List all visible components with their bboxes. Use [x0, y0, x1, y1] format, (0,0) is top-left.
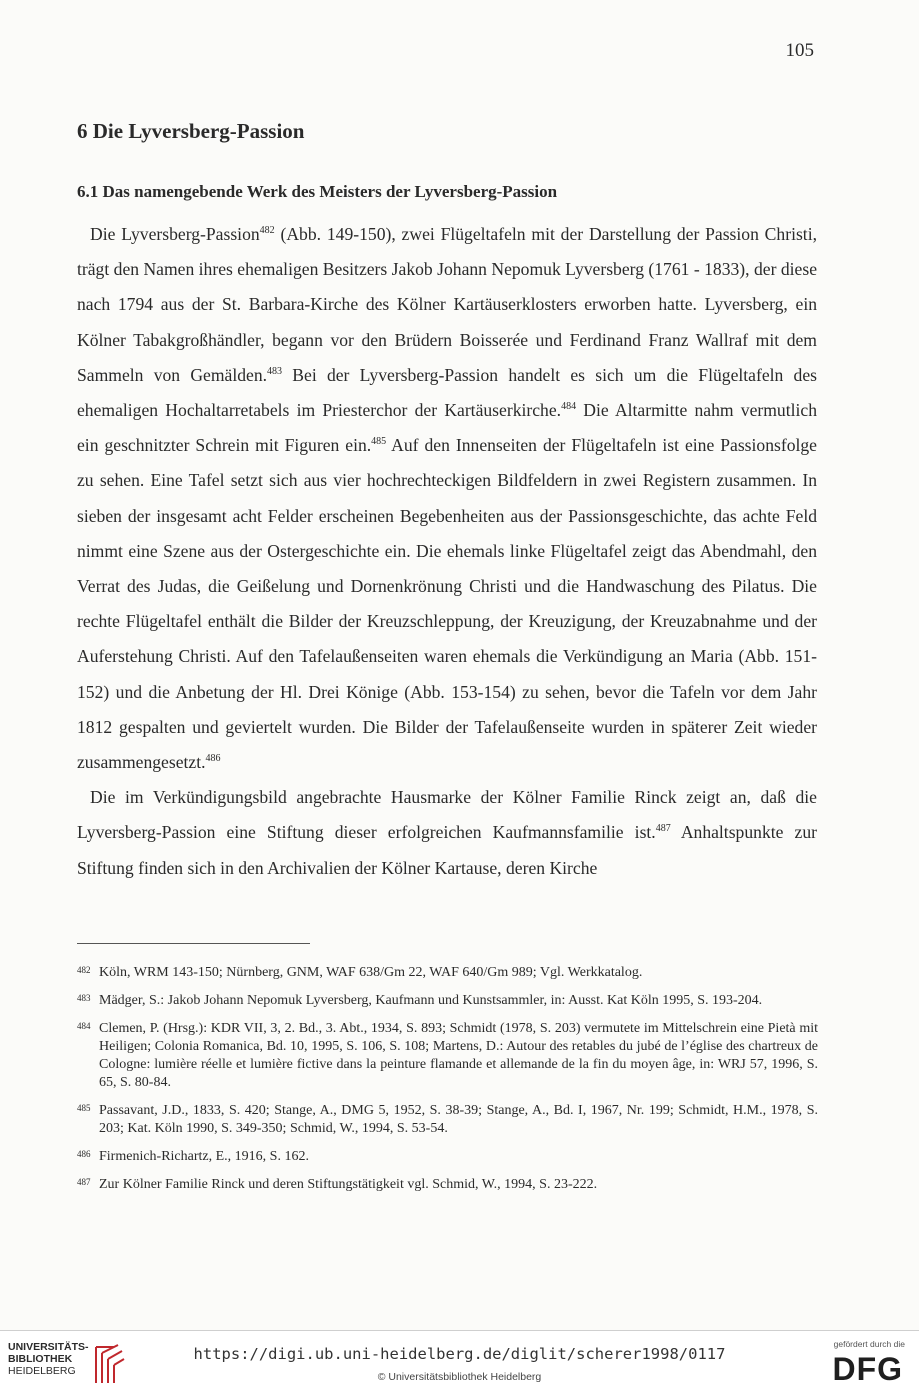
copyright-notice: © Universitätsbibliothek Heidelberg [377, 1371, 542, 1383]
text-segment: Anhaltspunkte zur Stiftung finden sich in den Archivalien der Kölner Kartause, deren Kirche [77, 822, 817, 878]
footnote-text: Köln, WRM 143-150; Nürnberg, GNM, WAF 638/Gm 22, WAF 640/Gm 989; Vgl. Werkkatalog. [99, 965, 643, 980]
chapter-heading: 6 Die Lyversberg-Passion [77, 119, 305, 143]
dfg-logo[interactable]: DFG [832, 1351, 903, 1387]
footnote-number: 485 [77, 1103, 91, 1113]
footnote-ref-483[interactable]: 483 [267, 365, 283, 377]
library-name-line2: BIBLIOTHEK [8, 1353, 73, 1365]
footnote-number: 487 [77, 1177, 91, 1187]
footnote-text: Passavant, J.D., 1833, S. 420; Stange, A., DMG 5, 1952, S. 38-39; Stange, A., Bd. I, 1967, Nr. 199; Schmidt, H.M., 1978, S. 203; Kat. Köln 1990, S. 349-350; Schmid, W., 1994, S. 53-54. [99, 1103, 818, 1136]
page-number: 105 [785, 40, 814, 61]
footnote-ref-482[interactable]: 482 [259, 225, 275, 237]
section-heading: 6.1 Das namengebende Werk des Meisters der Lyversberg-Passion [77, 182, 558, 201]
footnote-number: 483 [77, 993, 91, 1003]
footnote-ref-485[interactable]: 485 [371, 436, 387, 448]
footnote-number: 486 [77, 1149, 91, 1159]
footnote-ref-486[interactable]: 486 [205, 753, 221, 765]
library-name-line1: UNIVERSITÄTS- [8, 1341, 89, 1353]
text-segment: Auf den Innenseiten der Flügeltafeln ist eine Passionsfolge zu sehen. Eine Tafel setzt sich aus vier hochrechteckigen Bildfeldern in zwei Registern zusammen. In sieben der insgesamt acht Felder erscheinen Begebenheiten aus der Passionsgeschichte, das achte Feld nimmt eine Szene aus der Ostergeschichte ein. Die ehemals linke Flügeltafel zeigt das Abendmahl, den Verrat des Judas, die Geißelung und Dornenkrönung Christi und die Handwaschung des Pilatus. Die rechte Flügeltafel enthält die Bilder der Kreuzschleppung, der Kreuzigung, der Kreuzabnahme und der Auferstehung Christi. Auf den Tafelaußenseiten waren ehemals die Verkündigung an Maria (Abb. 151-152) und die Anbetung der Hl. Drei Könige (Abb. 153-154) zu sehen, bevor die Tafeln vor dem Jahr 1812 gespalten und geviertelt wurden. Die Bilder der Tafelaußenseite wurden in späterer Zeit wieder zusammengesetzt. [77, 435, 817, 773]
footnote-divider [77, 943, 310, 944]
footnote-ref-487[interactable]: 487 [655, 823, 671, 835]
body-text [77, 217, 817, 886]
library-name-line3: HEIDELBERG [8, 1365, 76, 1377]
footnote [77, 1102, 818, 1138]
footnote [77, 1148, 818, 1166]
footnote-number: 484 [77, 1021, 91, 1031]
text-segment: Die im Verkündigungsbild angebrachte Hausmarke der Kölner Familie Rinck zeigt an, daß die Lyversberg-Passion eine Stiftung dieser erfolgreichen Kaufmannsfamilie ist. [77, 787, 817, 843]
footnote-text: Mädger, S.: Jakob Johann Nepomuk Lyversberg, Kaufmann und Kunstsammler, in: Ausst. Kat Köln 1995, S. 193-204. [99, 993, 763, 1008]
text-segment: Bei der Lyversberg-Passion handelt es sich um die Flügeltafeln des ehemaligen Hochaltarretabels im Priesterchor der Kartäuserkirche. [77, 364, 818, 421]
footnote-text: Firmenich-Richartz, E., 1916, S. 162. [99, 1149, 309, 1164]
footnote [77, 1176, 818, 1194]
text-segment: (Abb. 149-150), zwei Flügeltafeln mit der Darstellung der Passion Christi, trägt den Namen ihres ehemaligen Besitzers Jakob Johann Nepomuk Lyversberg (1761 - 1833), der diese nach 1794 aus der St. Barbara-Kirche des Kölner Kartäuserklosters erworben hatte. Lyversberg, ein Kölner Tabakgroßhändler, begann vor den Brüdern Boisserée und Ferdinand Franz Wallraf mit dem Sammeln von Gemälden. [77, 224, 817, 385]
paragraph-2 [77, 780, 817, 886]
footnote [77, 1020, 818, 1092]
paragraph-1 [77, 217, 817, 780]
footnote-text: Zur Kölner Familie Rinck und deren Stiftungstätigkeit vgl. Schmid, W., 1994, S. 23-222. [99, 1177, 598, 1192]
text-segment: Die Lyversberg-Passion [90, 224, 260, 244]
footnote-text: Clemen, P. (Hrsg.): KDR VII, 3, 2. Bd., 3. Abt., 1934, S. 893; Schmidt (1978, S. 203) vermutete im Mittelschrein eine Pietà mit Heiligen; Colonia Romanica, Bd. 10, 1995, S. 106, S. 108; Martens, D.: Autour des retables du jubé de l’église des chartreux de Cologne: lumière réelle et lumière fictive dans la peinture flamande et allemande de la fin du moyen âge, in: WRJ 57, 1996, S. 65, S. 80-84. [99, 1021, 818, 1090]
footnote-number: 482 [77, 965, 91, 975]
funding-note: gefördert durch die [833, 1339, 905, 1349]
footnotes [77, 964, 818, 1204]
footer-bar [0, 1330, 919, 1398]
footnote [77, 964, 818, 982]
text-segment: Die Altarmitte nahm vermutlich ein geschnitzter Schrein mit Figuren ein. [77, 400, 817, 456]
permalink-url[interactable]: https://digi.ub.uni-heidelberg.de/diglit/scherer1998/0117 [193, 1345, 726, 1363]
footnote [77, 992, 818, 1010]
footnote-ref-484[interactable]: 484 [561, 401, 577, 413]
